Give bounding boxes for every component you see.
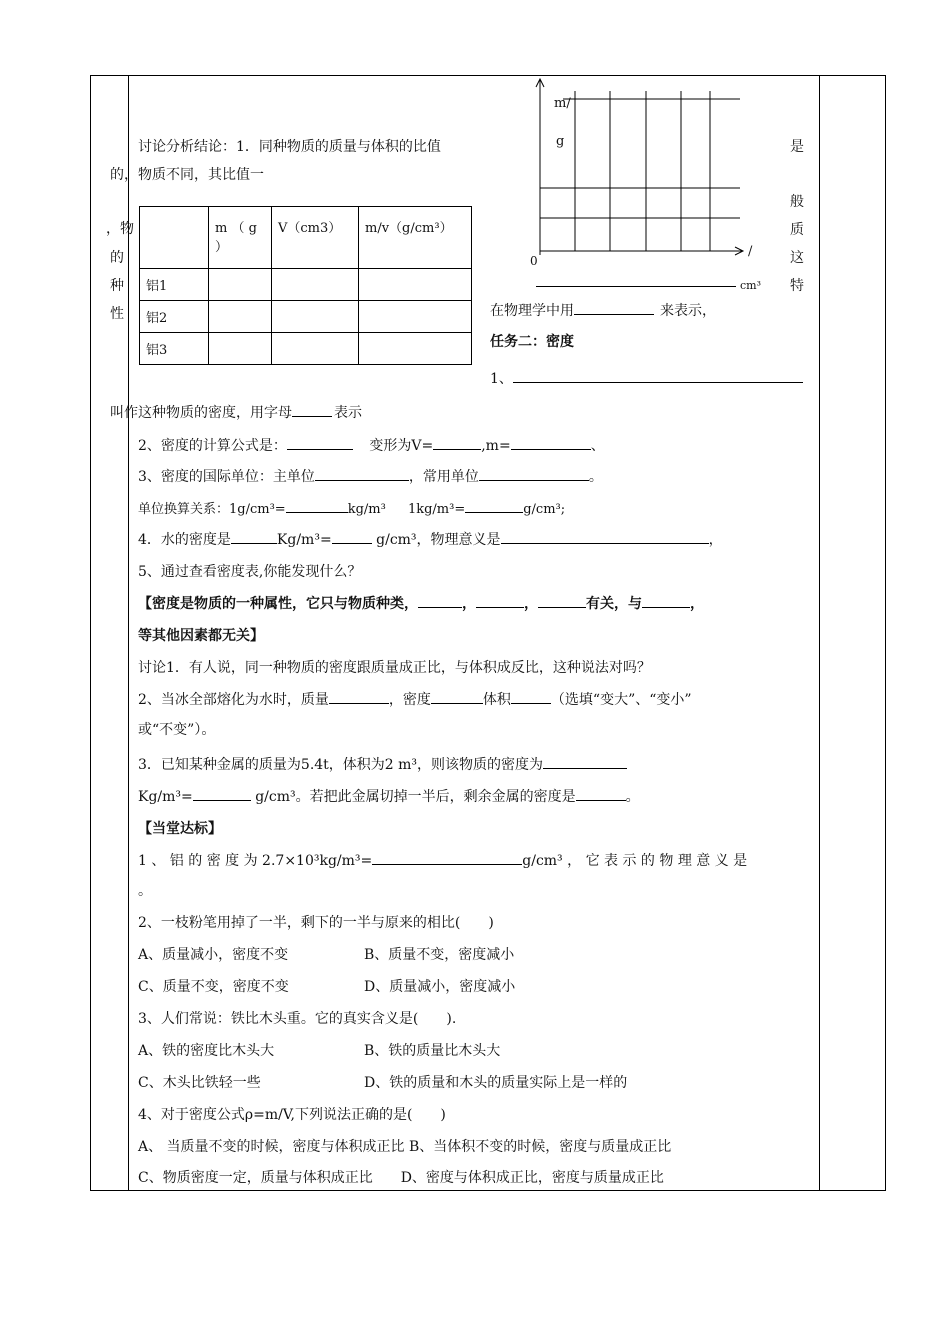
disc2-blank2[interactable]: [431, 689, 483, 704]
t1-b: g/cm³ ， 它 表 示 的 物 理 意 义 是: [522, 853, 748, 869]
table-header-0: [140, 207, 209, 269]
q2-c: ,m=: [481, 438, 511, 454]
table-cell: 铝1: [140, 269, 209, 301]
grid-lines: [540, 91, 740, 251]
disc3b-a: Kg/m³=: [138, 789, 193, 805]
t2-option-b[interactable]: B、质量不变，密度减小: [364, 947, 515, 963]
q3-b: ，常用单位: [408, 469, 479, 485]
aluminum-table: [139, 206, 472, 365]
right-char-0: 是: [790, 139, 804, 155]
t1-line: [138, 850, 747, 870]
conv-a: 单位换算关系：1g/cm³=: [138, 502, 286, 517]
frame-inner-right-line: [819, 75, 820, 1191]
t2-option-c[interactable]: C、质量不变，密度不变: [138, 979, 289, 995]
graph-origin: 0: [530, 254, 538, 268]
table-header-3: m/v（g/cm³）: [359, 207, 472, 269]
bracket1-blank1[interactable]: [418, 593, 462, 608]
q4-blank1[interactable]: [231, 529, 277, 544]
t2-option-a[interactable]: A、质量减小，密度不变: [138, 947, 289, 963]
q3-blank1[interactable]: [315, 466, 409, 481]
q4-line: [138, 529, 723, 549]
table-cell[interactable]: [359, 269, 472, 301]
conclusion-line1: 讨论分析结论：1．同种物质的质量与体积的比值: [138, 139, 441, 155]
q5-line: 5、通过查看密度表,你能发现什么？: [138, 564, 362, 580]
frame-bottom-line: [90, 1190, 886, 1191]
t1b-line: 。: [138, 883, 152, 899]
t3-option-a[interactable]: A、铁的密度比木头大: [138, 1043, 275, 1059]
physics-line: [490, 300, 716, 320]
table-cell[interactable]: [272, 269, 359, 301]
t3-option-d[interactable]: D、铁的质量和木头的质量实际上是一样的: [364, 1075, 628, 1091]
bracket1-e: ，: [690, 596, 704, 612]
def-after: 表示: [334, 405, 362, 421]
def-before: 叫作这种物质的密度，用字母: [110, 405, 292, 421]
bracket2-line: 等其他因素都无关】: [138, 628, 264, 644]
left-char-1: 的: [110, 250, 124, 266]
left-char-0: ，物: [106, 221, 134, 237]
table-cell: 铝2: [140, 301, 209, 333]
t4-options-ab[interactable]: A、 当质量不变的时候，密度与体积成正比 B、当体积不变的时候，密度与质量成正比: [138, 1139, 672, 1155]
conv-blank2[interactable]: [465, 498, 523, 513]
t3-option-b[interactable]: B、铁的质量比木头大: [364, 1043, 501, 1059]
q3-line: [138, 466, 603, 486]
table-cell[interactable]: [359, 301, 472, 333]
q3-a: 3、密度的国际单位：主单位: [138, 469, 315, 485]
conv-line: [138, 498, 565, 517]
conclusion-line2: 的，物质不同，其比值一: [110, 167, 264, 183]
disc3-a: 3．已知某种金属的质量为5.4t，体积为2 m³，则该物质的密度为: [138, 757, 544, 773]
disc2-blank1[interactable]: [329, 689, 389, 704]
disc2-blank3[interactable]: [511, 689, 551, 704]
q2-d: 、: [590, 438, 605, 454]
right-char-1: 般: [790, 194, 804, 210]
q4-a: 4．水的密度是: [138, 532, 231, 548]
q2-blank2[interactable]: [433, 435, 481, 450]
bracket1-b: ，: [462, 596, 476, 612]
disc3b-c: 。: [625, 789, 640, 805]
q2-a: 2、密度的计算公式是：: [138, 438, 287, 454]
table-header-2: V（cm3）: [272, 207, 359, 269]
def-blank[interactable]: [292, 402, 332, 417]
conv-c: 1kg/m³=: [407, 502, 466, 517]
bracket1-c: ，: [524, 596, 538, 612]
right-char-3: 这: [790, 250, 804, 266]
right-char-2: 质: [790, 222, 804, 238]
q4-blank2[interactable]: [332, 529, 372, 544]
q2-b: 变形为V=: [369, 438, 434, 454]
conv-b: kg/m³: [347, 502, 386, 517]
frame-left-line: [90, 75, 91, 1191]
conv-blank1[interactable]: [286, 498, 348, 513]
t3-option-c[interactable]: C、木头比铁轻一些: [138, 1075, 261, 1091]
left-char-2: 种: [110, 278, 124, 294]
disc2-b: ，密度: [388, 692, 431, 708]
disc2-d: （选填“变大”、“变小”: [550, 692, 692, 708]
t2-option-d[interactable]: D、质量减小，密度减小: [364, 979, 516, 995]
table-cell[interactable]: [209, 301, 272, 333]
disc3b-b: g/cm³。若把此金属切掉一半后，剩余金属的密度是: [255, 789, 576, 805]
graph-ylabel-bottom: g: [556, 134, 565, 149]
graph-xlabel-slash: /: [748, 244, 753, 259]
disc2b-line: 或“不变”）。: [138, 722, 216, 738]
graph-ylabel-top: m/: [554, 96, 571, 111]
disc2-c: 体积: [482, 692, 511, 708]
q4-d: ，: [708, 532, 723, 548]
bracket1-blank4[interactable]: [642, 593, 690, 608]
item1-blank[interactable]: [513, 368, 803, 383]
q2-line: [138, 435, 605, 455]
bracket1-a: 【密度是物质的一种属性，它只与物质种类，: [138, 596, 418, 612]
disc3b-blank1[interactable]: [193, 786, 251, 801]
physics-line-after: 来表示，: [660, 303, 716, 319]
section-title: 【当堂达标】: [138, 821, 222, 837]
item1-num: 1、: [490, 371, 513, 387]
bracket1-blank3[interactable]: [538, 593, 586, 608]
disc3b-line: [138, 786, 640, 806]
disc3-line: [138, 754, 627, 774]
physics-line-blank[interactable]: [574, 300, 654, 315]
physics-line-before: 在物理学中用: [490, 303, 574, 319]
disc2-a: 2、当冰全部熔化为水时，质量: [138, 692, 329, 708]
graph-xlabel-unit: cm³: [740, 279, 762, 292]
graph-xlabel-underline: [536, 286, 736, 287]
t1-a: 1 、 铝 的 密 度 为 2.7×10³kg/m³=: [138, 853, 373, 869]
q3-blank2[interactable]: [479, 466, 589, 481]
frame-inner-left-line: [128, 75, 129, 1191]
q3-c: 。: [588, 469, 603, 485]
item1: [490, 368, 803, 388]
q2-blank1[interactable]: [287, 435, 353, 450]
bracket1-blank2[interactable]: [476, 593, 524, 608]
t4-question: 4、对于密度公式ρ=m/V,下列说法正确的是( ): [138, 1107, 446, 1123]
table-cell[interactable]: [209, 269, 272, 301]
q4-blank3[interactable]: [501, 529, 709, 544]
left-char-3: 性: [110, 306, 124, 322]
t1-blank[interactable]: [372, 850, 522, 865]
q4-c: g/cm³，物理意义是: [376, 532, 501, 548]
bracket1-d: 有关，与: [586, 596, 642, 612]
table-header-1: m （ g ）: [209, 207, 272, 269]
t2-question: 2、一枝粉笔用掉了一半，剩下的一半与原来的相比( ): [138, 915, 494, 931]
t3-question: 3、人们常说：铁比木头重。它的真实含义是( ).: [138, 1011, 457, 1027]
disc3-blank[interactable]: [543, 754, 627, 769]
disc3b-blank2[interactable]: [576, 786, 626, 801]
t4-options-cd[interactable]: C、物质密度一定，质量与体积成正比 D、密度与体积成正比，密度与质量成正比: [138, 1170, 664, 1186]
right-char-4: 特: [790, 278, 804, 294]
disc2-line: [138, 689, 692, 709]
disc1-line: 讨论1．有人说，同一种物质的密度跟质量成正比，与体积成反比，这种说法对吗？: [138, 660, 651, 676]
task2-title: 任务二：密度: [490, 334, 574, 350]
q4-b: Kg/m³=: [276, 532, 332, 548]
table-cell[interactable]: [209, 333, 272, 365]
conv-d: g/cm³;: [523, 502, 566, 517]
table-cell[interactable]: [272, 301, 359, 333]
table-cell: 铝3: [140, 333, 209, 365]
table-cell[interactable]: [272, 333, 359, 365]
frame-right-line: [885, 75, 886, 1191]
def-line: [110, 402, 362, 422]
table-cell[interactable]: [359, 333, 472, 365]
q2-blank3[interactable]: [511, 435, 591, 450]
bracket1-line: [138, 593, 704, 613]
